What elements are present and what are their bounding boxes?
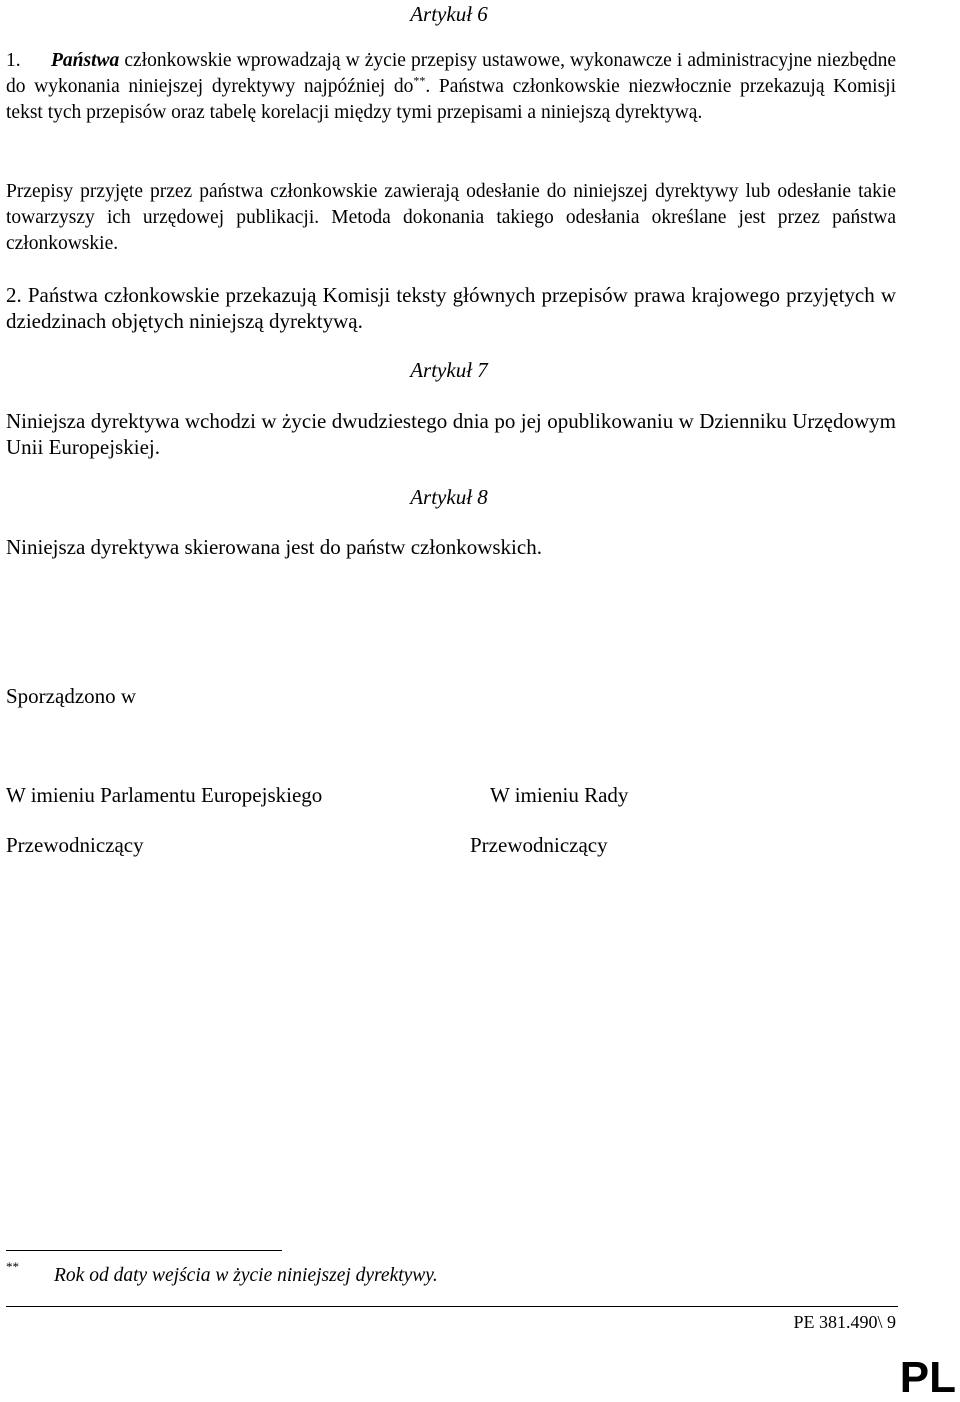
article-7-paragraph: Niniejsza dyrektywa wchodzi w życie dwudziestego dnia po jej opublikowaniu w Dzienniku Urzędowym Unii Europejskiej.: [6, 409, 896, 459]
bold-term: Państwa: [51, 50, 120, 71]
article-8-paragraph: Niniejsza dyrektywa skierowana jest do państw członkowskich.: [6, 535, 542, 559]
paragraph-text-continued: . Państwa członkowskie niezwłocznie przekazują Komisji tekst tych przepisów oraz tabelę korelacji między tymi przepisami a niniejszą dyrektywą.: [6, 76, 897, 123]
article-7-heading: Artykuł 7: [410, 358, 488, 382]
language-code: PL: [899, 1353, 956, 1402]
done-at: Sporządzono w: [6, 684, 137, 708]
article-8-heading: Artykuł 8: [410, 485, 488, 509]
footnote-text: Rok od daty wejścia w życie niniejszej dyrektywy.: [54, 1265, 438, 1286]
article-6-heading: Artykuł 6: [410, 2, 488, 26]
footer-rule: [6, 1306, 898, 1307]
paragraph-number: 1.: [6, 50, 21, 71]
article-6-paragraph-2: Przepisy przyjęte przez państwa członkowskie zawierają odesłanie do niniejszej dyrektywy lub odesłanie takie towarzyszy ich urzędowej publikacji. Metoda dokonania takiego odesłania określane jest przez państwa członkowskie.: [6, 181, 896, 254]
parliament-signatory: W imieniu Parlamentu Europejskiego: [6, 783, 323, 807]
article-6-paragraph-1: [6, 48, 896, 126]
footnote-reference: **: [413, 73, 426, 88]
document-reference: PE 381.490\ 9: [793, 1312, 896, 1332]
paragraph-text: członkowskie wprowadzają w życie przepisy ustawowe, wykonawcze i administracyjne niezbędne do wykonania niniejszej dyrektywy najpóźniej do: [6, 50, 896, 97]
parliament-president: Przewodniczący: [6, 833, 144, 857]
article-6-paragraph-3: 2. Państwa członkowskie przekazują Komisji teksty głównych przepisów prawa krajowego przyjętych w dziedzinach objętych niniejszą dyrektywą.: [6, 283, 896, 333]
council-president: Przewodniczący: [470, 833, 608, 857]
footnote-separator: [6, 1250, 282, 1251]
footnote-marker: **: [6, 1259, 19, 1274]
council-signatory: W imieniu Rady: [490, 783, 629, 807]
